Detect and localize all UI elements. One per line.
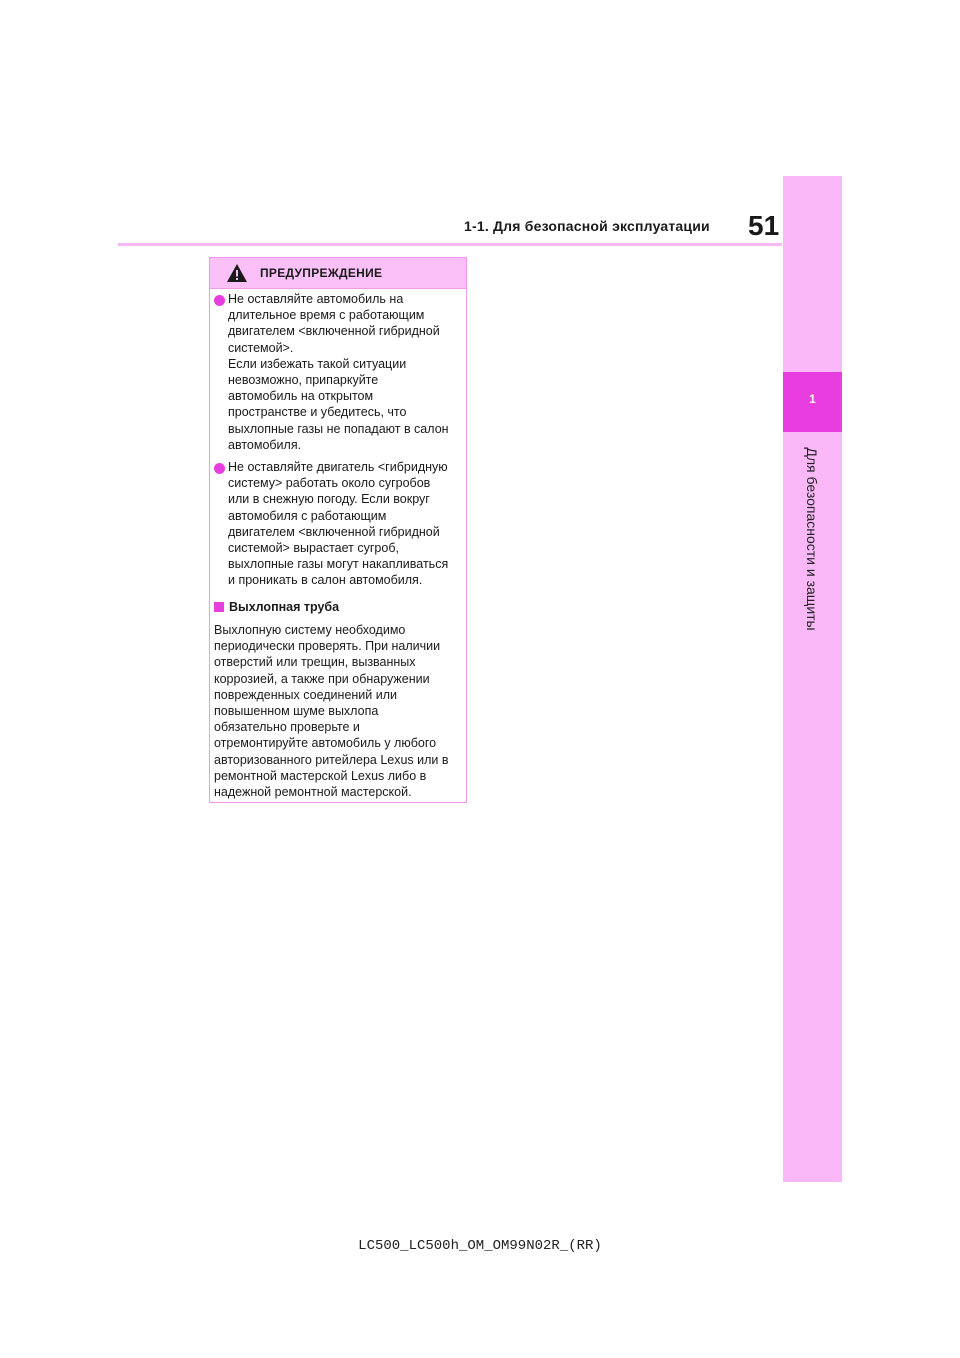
text-line: автомобиля.: [228, 437, 302, 452]
warning-bullet-1: [228, 291, 464, 453]
page-number: 51: [748, 210, 780, 241]
text-line: отверстий или трещин, вызванных: [214, 655, 416, 670]
text-line: поврежденных соединений или: [214, 687, 397, 702]
exhaust-paragraph: [214, 622, 464, 800]
warning-triangle-icon: [226, 263, 248, 283]
section-title: 1-1. Для безопасной эксплуатации: [464, 218, 710, 234]
bullet-dot: [214, 463, 225, 474]
chapter-side-strip: [783, 176, 842, 1182]
bullet-dot: [214, 295, 225, 306]
text-line: и проникать в салон автомобиля.: [228, 573, 423, 588]
text-line: обязательно проверьте и: [214, 720, 360, 735]
text-line: ремонтной мастерской Lexus либо в: [214, 768, 427, 783]
text-line: отремонтируйте автомобиль у любого: [214, 736, 437, 751]
text-line: двигателем <включенной гибридной: [228, 324, 440, 339]
chapter-title-vertical: Для безопасности и защиты: [804, 447, 820, 631]
warning-bullet-2: [228, 459, 464, 589]
text-line: автомобиля с работающим: [228, 508, 387, 523]
text-line: периодически проверять. При наличии: [214, 639, 441, 654]
text-line: авторизованного ритейлера Lexus или в: [214, 752, 449, 767]
text-line: коррозией, а также при обнаружении: [214, 671, 430, 686]
text-line: Выхлопную систему необходимо: [214, 623, 406, 637]
square-bullet: [214, 602, 224, 612]
text-line: невозможно, припаркуйте: [228, 373, 379, 388]
text-line: Если избежать такой ситуации: [228, 356, 407, 371]
warning-header: [210, 258, 466, 289]
text-line: выхлопные газы не попадают в салон: [228, 421, 449, 436]
text-line: системой> вырастает сугроб,: [228, 541, 399, 556]
text-line: длительное время с работающим: [228, 308, 425, 323]
text-line: пространстве и убедитесь, что: [228, 405, 407, 420]
warning-title: ПРЕДУПРЕЖДЕНИЕ: [260, 266, 383, 280]
warning-box: [209, 257, 467, 803]
text-line: двигателем <включенной гибридной: [228, 524, 440, 539]
text-line: Не оставляйте двигатель <гибридную: [228, 460, 448, 474]
subheading-exhaust-pipe: Выхлопная труба: [229, 600, 340, 614]
text-line: повышенном шуме выхлопа: [214, 704, 379, 719]
document-id: LC500_LC500h_OM_OM99N02R_(RR): [358, 1238, 602, 1254]
text-line: выхлопные газы могут накапливаться: [228, 557, 449, 572]
text-line: надежной ремонтной мастерской.: [214, 785, 412, 800]
chapter-number: 1: [809, 392, 816, 406]
text-line: или в снежную погоду. Если вокруг: [228, 492, 430, 507]
text-line: систему> работать около сугробов: [228, 476, 431, 491]
header-divider: [118, 243, 782, 246]
text-line: автомобиль на открытом: [228, 389, 374, 404]
text-line: Не оставляйте автомобиль на: [228, 292, 404, 306]
text-line: системой>.: [228, 340, 294, 355]
